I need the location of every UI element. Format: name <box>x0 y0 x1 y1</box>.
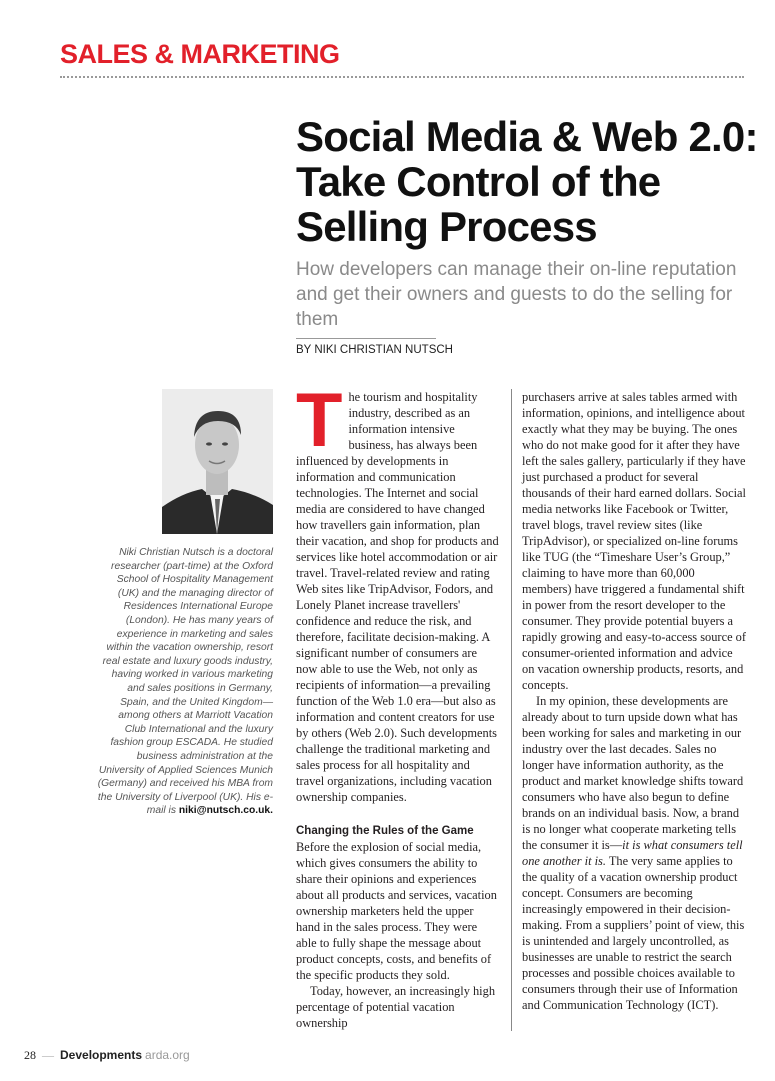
section-heading: Changing the Rules of the Game <box>296 825 474 837</box>
article-column-1 <box>296 378 499 1031</box>
author-email[interactable]: niki@nutsch.co.uk. <box>178 805 273 817</box>
paragraph: Today, however, an increasingly high percentage of potential vacation ownership <box>296 984 496 1030</box>
paragraph: he tourism and hospitality industry, described as an information intensive business, has always been influenced by developments in information and communication technologies. The Internet and social media are considered to have changed how travellers gain information, plan their vacation, and shop for products and services like hotel accommodation or air travel. Travel-related review and rating Web sites like TripAdvisor, Fodors, and Lonely Planet increase travellers' confidence and reduce the risk, and therefore, facilitate decision-making. A significant number of consumers are now able to use the Web, not only as recipients of information—a prevailing function of the Web 1.0 era—but also as information and content creators for use by others (Web 2.0). Such developments challenge the traditional marketing and sales process for all hospitality and travel organizations, including vacation ownership companies. <box>296 390 499 804</box>
page-header <box>0 0 775 78</box>
paragraph-text: In my opinion, these developments are already about to turn upside down what has been working for sales and marketing in our industry over the last decades. Sales no longer have information authority, as the product and market knowledge shifts toward consumers who have also begun to define brands on an individual basis. Now, a brand is no longer what cooperate marketing tells the consumer it is— <box>522 694 744 852</box>
magazine-name: Developments <box>60 1048 143 1062</box>
byline-rule <box>296 338 436 339</box>
emphasis-text: it is what consumers tell one another it is. <box>522 838 743 868</box>
article-subtitle: How developers can manage their on-line reputation and get their owners and guests to do the selling for them <box>296 259 737 330</box>
author-bio <box>96 546 273 818</box>
footer-dash: — <box>42 1048 54 1062</box>
paragraph: Before the explosion of social media, which gives consumers the ability to share their opinions and experiences about all products and services, vacation ownership marketers held the upper hand in the sales process. They were able to fully shape the message about product concepts, costs, and benefits of the specific products they sold. <box>296 840 497 982</box>
dotted-divider <box>60 76 744 78</box>
article-title: Social Media & Web 2.0: Take Control of the Selling Process <box>296 113 758 250</box>
article-header <box>296 114 761 357</box>
author-photo <box>162 389 273 534</box>
author-sidebar <box>0 389 273 818</box>
byline: BY NIKI CHRISTIAN NUTSCH <box>296 344 453 356</box>
article-body <box>0 378 775 1031</box>
page-number: 28 <box>24 1048 36 1062</box>
page-footer <box>0 1031 775 1081</box>
column-divider <box>511 389 512 1031</box>
bio-text: Niki Christian Nutsch is a doctoral researcher (part-time) at the Oxford School of Hospitality Management (UK) and the managing director of Residences International Europe (London). He has many years of experience in marketing and sales within the vacation ownership, resort real estate and luxury goods industry, having worked in various marketing and sales positions in Germany, Spain, and the United Kingdom—among others at Marriott Vacation Club International and the luxury fashion group ESCADA. He studied business administration at the University of Applied Sciences Munich (Germany) and received his MBA from the University of Liverpool (UK). His e-mail is <box>97 547 273 817</box>
paragraph-text: The very same applies to the quality of a vacation ownership product concept. Consumers are becoming increasingly empowered in their decision-making. From a suppliers’ point of view, this is unintended and largely uncontrolled, as businesses are unable to restrict the search processes and possible choices available to consumers through their use of Information and Communication Technology (ICT). <box>522 854 745 1012</box>
site-link[interactable]: arda.org <box>145 1048 190 1062</box>
paragraph <box>522 693 746 1013</box>
section-label: SALES & MARKETING <box>60 39 340 69</box>
drop-cap: T <box>296 378 343 463</box>
paragraph: purchasers arrive at sales tables armed with information, opinions, and intelligence about exactly what they may be buying. The ones who do not make good for it after they have left the sales gallery, particularly if they have just purchased a product for several thousands of their hard earned dollars. Social media networks like Facebook or Twitter, travel blogs, travel review sites (like TripAdvisor), or specialized on-line forums like TUG (the “Timeshare User’s Group,” claiming to have more than 60,000 members) have triggered a fundamental shift in power from the resort developer to the consumer. They provide potential buyers a rapidly growing and easy-to-access source of consumer-oriented information and advice on vacation ownership products, resorts, and concepts. <box>522 390 746 692</box>
article-column-2 <box>522 389 746 1013</box>
